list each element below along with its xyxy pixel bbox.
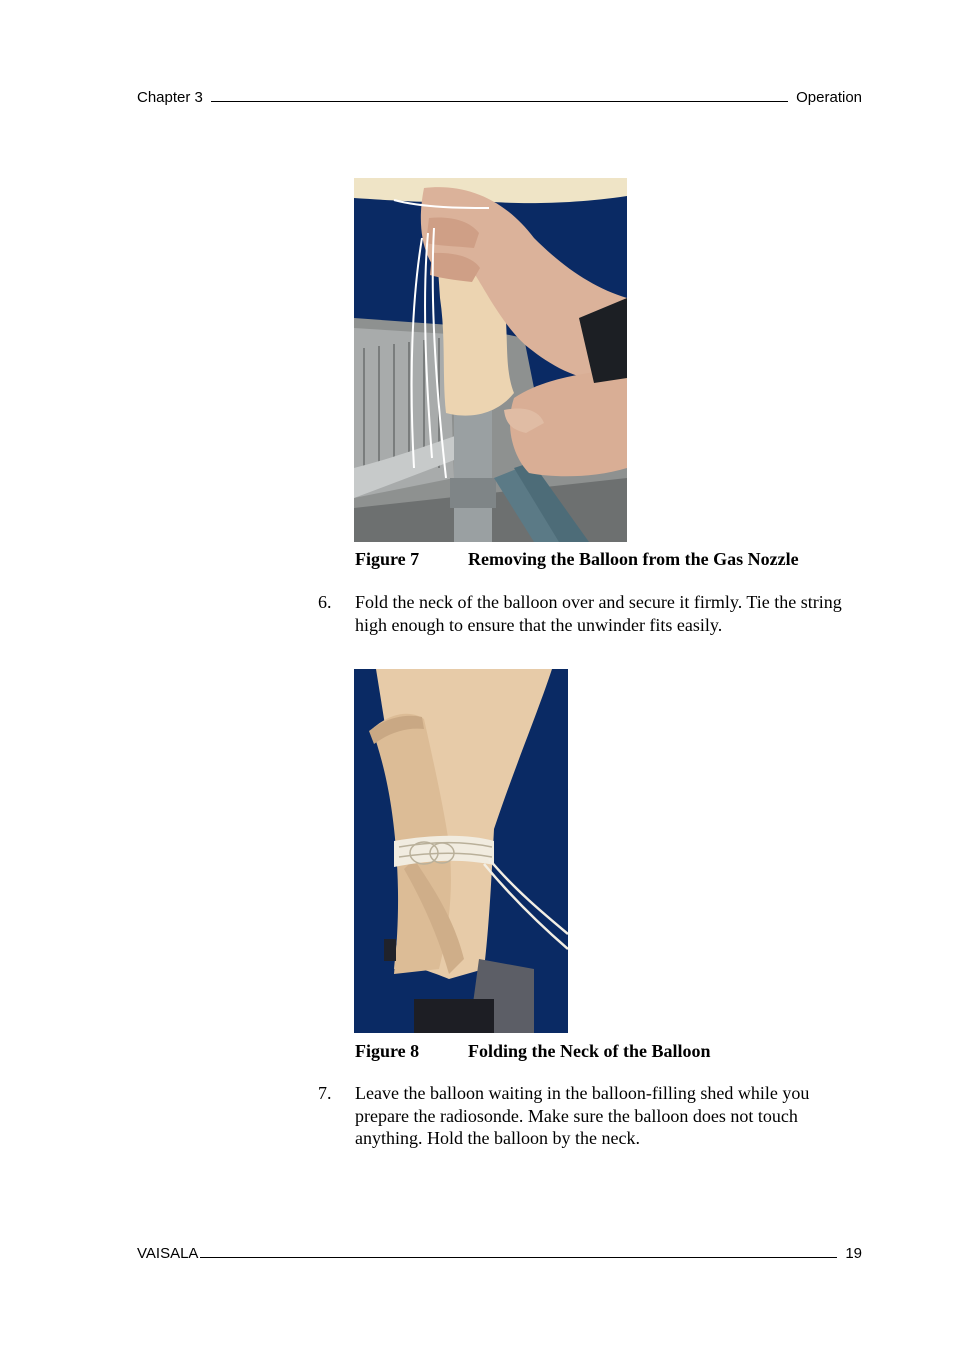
- figure-8-caption: [355, 1041, 711, 1062]
- figure-7-photo: [354, 178, 627, 542]
- figure-7-title: Removing the Balloon from the Gas Nozzle: [468, 549, 799, 569]
- header-chapter: Chapter 3: [137, 89, 203, 106]
- step-text: Leave the balloon waiting in the balloon-filling shed while you prepare the radiosonde. Make sure the balloon does not touch anything. Hold the balloon by the neck.: [355, 1083, 810, 1148]
- figure-7-caption: [355, 549, 799, 570]
- step-number: 6.: [318, 592, 332, 612]
- figure-8-title: Folding the Neck of the Balloon: [468, 1041, 711, 1061]
- page-header: [137, 86, 862, 106]
- step-number: 7.: [318, 1083, 332, 1103]
- step-text: Fold the neck of the balloon over and secure it firmly. Tie the string high enough to ensure that the unwinder fits easily.: [355, 592, 842, 635]
- page-number: 19: [845, 1245, 862, 1262]
- step-item: [318, 1082, 863, 1150]
- page-footer: [137, 1242, 862, 1262]
- step-item: [318, 591, 863, 636]
- figure-8-photo: [354, 669, 568, 1033]
- footer-rule: [200, 1257, 837, 1258]
- figure-7-number: Figure 7: [355, 549, 420, 569]
- header-section: Operation: [796, 89, 862, 106]
- footer-company: VAISALA: [137, 1245, 199, 1262]
- figure-8-number: Figure 8: [355, 1041, 420, 1061]
- header-rule: [211, 101, 788, 102]
